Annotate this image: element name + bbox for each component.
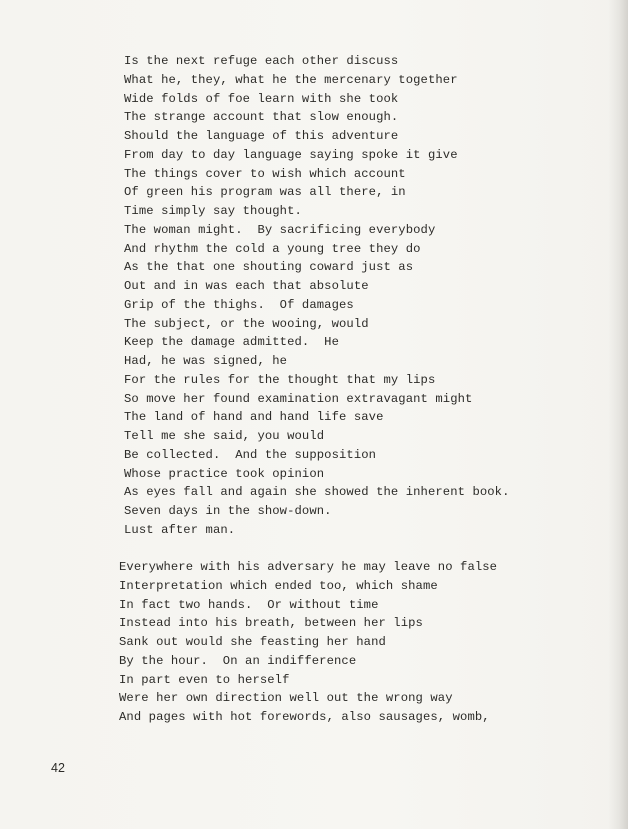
poem-line: In part even to herself bbox=[119, 672, 290, 687]
poem-line: So move her found examination extravagant might bbox=[124, 391, 473, 406]
poem-line: Seven days in the show-down. bbox=[124, 504, 332, 518]
poem-line: Interpretation which ended too, which shame bbox=[119, 578, 438, 593]
poem-line: Whose practice took opinion bbox=[124, 466, 325, 481]
page-number: 42 bbox=[51, 761, 65, 775]
poem-line: Time simply say thought. bbox=[124, 204, 302, 218]
poem-line: Sank out would she feasting her hand bbox=[119, 635, 386, 649]
poem-line: Instead into his breath, between her lips bbox=[119, 616, 423, 631]
poem-line: Out and in was each that absolute bbox=[124, 279, 369, 293]
poem-line: Everywhere with his adversary he may leave no false bbox=[119, 560, 498, 574]
poem-line: By the hour. On an indifference bbox=[119, 653, 357, 668]
poem-line: As the that one shouting coward just as bbox=[124, 260, 414, 275]
poem-line: From day to day language saying spoke it give bbox=[124, 147, 458, 162]
poem-line: In fact two hands. Or without time bbox=[119, 597, 379, 612]
poem-stanza-1 bbox=[124, 52, 510, 540]
poem-line: Be collected. And the supposition bbox=[124, 447, 377, 462]
poem-line: The things cover to wish which account bbox=[124, 166, 406, 181]
poem-line: And rhythm the cold a young tree they do bbox=[124, 241, 421, 256]
poem-line: Had, he was signed, he bbox=[124, 354, 288, 368]
poem-line: As eyes fall and again she showed the inherent book. bbox=[124, 485, 510, 500]
poem-line: Is the next refuge each other discuss bbox=[124, 54, 399, 68]
poem-line: The land of hand and hand life save bbox=[124, 410, 384, 425]
poem-line: The woman might. By sacrificing everybody bbox=[124, 222, 436, 237]
poem-line: Of green his program was all there, in bbox=[124, 185, 406, 200]
poem-line: Grip of the thighs. Of damages bbox=[124, 297, 354, 312]
poem-line: Were her own direction well out the wrong way bbox=[119, 691, 453, 706]
poem-line: The subject, or the wooing, would bbox=[124, 316, 369, 331]
poem-line: Keep the damage admitted. He bbox=[124, 335, 339, 350]
poem-line: For the rules for the thought that my lips bbox=[124, 372, 436, 387]
poem-line: The strange account that slow enough. bbox=[124, 110, 399, 125]
poem-line: What he, they, what he the mercenary together bbox=[124, 72, 458, 87]
poem-line: Should the language of this adventure bbox=[124, 129, 399, 143]
page-binding-shadow bbox=[608, 0, 628, 829]
poem-line: And pages with hot forewords, also sausages, womb, bbox=[119, 710, 490, 724]
poem-stanza-2 bbox=[119, 558, 497, 727]
poem-line: Lust after man. bbox=[124, 522, 236, 537]
poem-line: Wide folds of foe learn with she took bbox=[124, 91, 399, 106]
poem-line: Tell me she said, you would bbox=[124, 429, 325, 443]
